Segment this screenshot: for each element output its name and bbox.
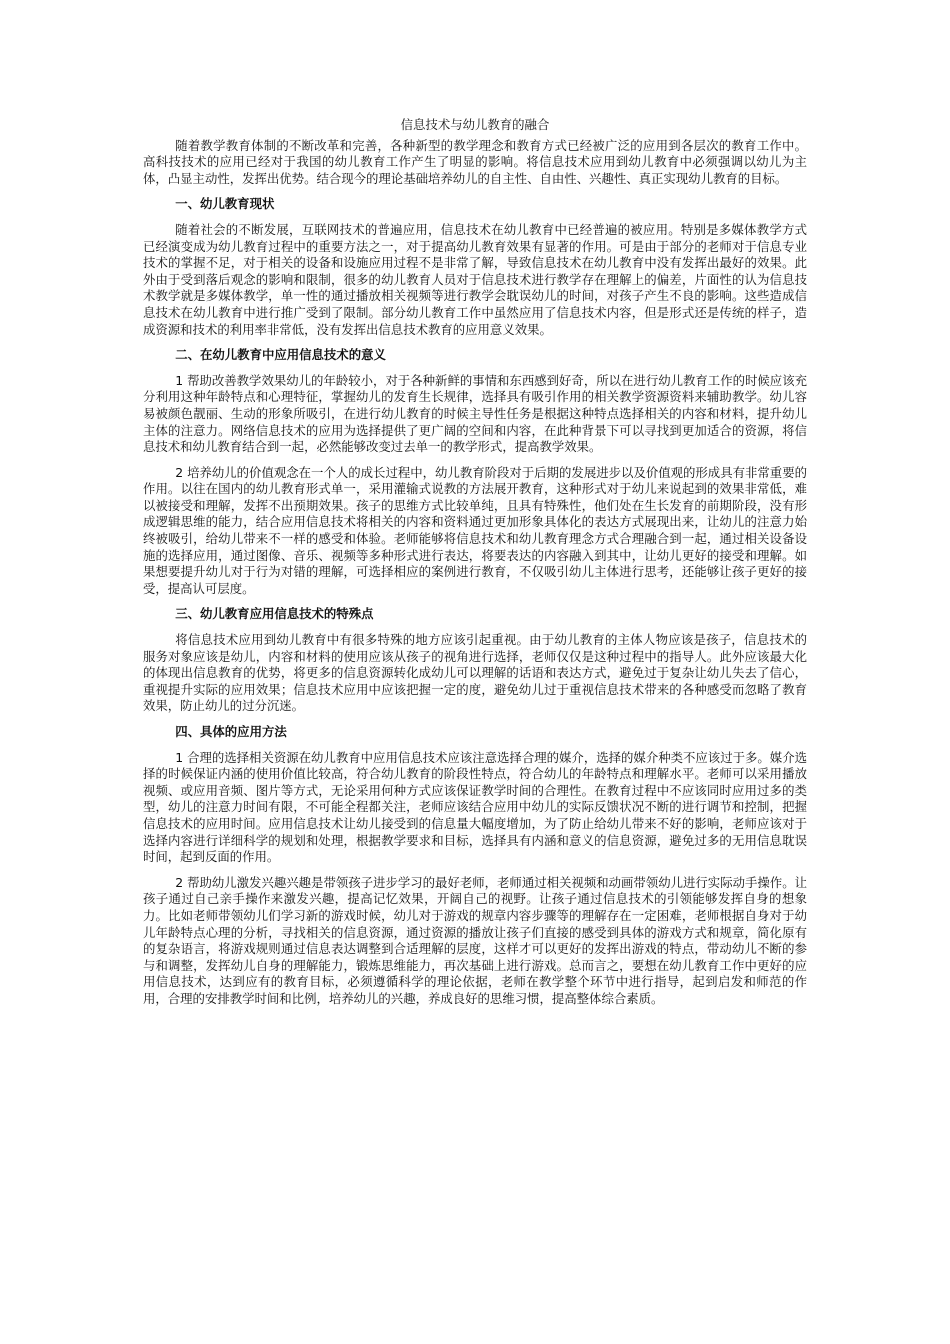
section-4-paragraph-2: 2 帮助幼儿激发兴趣兴趣是带领孩子进步学习的最好老师，老师通过相关视频和动画带领幼儿进行实际动手操作。让孩子通过自己亲手操作来激发兴趣，提高记忆效果，开阔自己的视野。让孩子通过信息技术的引领能够发挥自身的想象力。比如老师带领幼儿们学习新的游戏时候，幼儿对于游戏的规章内容步骤等的理解存在一定困难，老师根据自身对于幼儿年龄特点心理的分析，寻找相关的信息资源，通过资源的播放让孩子们直接的感受到具体的游戏方式和规章，简化原有的复杂语言，将游戏规则通过信息表达调整到合适理解的层度，这样才可以更好的发挥出游戏的特点，带动幼儿不断的参与和调整，发挥幼儿自身的理解能力，锻炼思维能力，再次基础上进行游戏。总而言之，要想在幼儿教育工作中更好的应用信息技术，达到应有的教育目标，必须遵循科学的理论依据，老师在教学整个环节中进行指导，起到启发和师范的作用，合理的安排教学时间和比例，培养幼儿的兴趣，养成良好的思维习惯，提高整体综合素质。 <box>143 874 807 1006</box>
section-2-paragraph-1: 1 帮助改善教学效果幼儿的年龄较小，对于各种新鲜的事情和东西感到好奇，所以在进行幼儿教育工作的时候应该充分利用这种年龄特点和心理特征，掌握幼儿的发育生长规律，选择具有吸引作用的相关教学资源资料来辅助教学。幼儿容易被颜色靓丽、生动的形象所吸引，在进行幼儿教育的时候主导性任务是根据这种特点选择相关的内容和材料，提升幼儿主体的注意力。网络信息技术的应用为选择提供了更广阔的空间和内容，在此种背景下可以寻找到更加适合的资源，将信息技术和幼儿教育结合到一起，必然能够改变过去单一的教学形式，提高教学效果。 <box>143 372 807 455</box>
section-heading-2: 二、在幼儿教育中应用信息技术的意义 <box>175 347 386 363</box>
section-heading-1: 一、幼儿教育现状 <box>175 196 275 212</box>
document-page <box>143 117 807 1017</box>
section-heading-4: 四、具体的应用方法 <box>175 724 287 739</box>
section-2-paragraph-2: 2 培养幼儿的价值观念在一个人的成长过程中，幼儿教育阶段对于后期的发展进步以及价值观的形成具有非常重要的作用。以往在国内的幼儿教育形式单一，采用灌输式说教的方法展开教育，这种形式对于幼儿来说起到的效果非常低，难以被接受和理解，发挥不出预期效果。孩子的思维方式比较单纯，且具有特殊性，他们处在生长发育的前期阶段，没有形成逻辑思维的能力，结合应用信息技术将相关的内容和资料通过更加形象具体化的表达方式展现出来，让幼儿的注意力始终被吸引，给幼儿带来不一样的感受和体验。老师能够将信息技术和幼儿教育理念方式合理融合到一起，通过相关设备设施的选择应用，通过图像、音乐、视频等多种形式进行表达，将要表达的内容融入到其中，让幼儿更好的接受和理解。如果想要提升幼儿对于行为对错的理解，可选择相应的案例进行教育，不仅吸引幼儿主体进行思考，还能够让孩子更好的接受，提高认可层度。 <box>143 464 807 596</box>
document-title: 信息技术与幼儿教育的融合 <box>400 117 550 132</box>
section-3-paragraph-1: 将信息技术应用到幼儿教育中有很多特殊的地方应该引起重视。由于幼儿教育的主体人物应该是孩子，信息技术的服务对象应该是幼儿，内容和材料的使用应该从孩子的视角进行选择，老师仅仅是这种过程中的指导人。此外应该最大化的体现出信息教育的优势，将更多的信息资源转化成幼儿可以理解的话语和表达方式，避免过于复杂让幼儿失去了信心，重视提升实际的应用效果；信息技术应用中应该把握一定的度，避免幼儿过于重视信息技术带来的各种感受而忽略了教育效果，防止幼儿的过分沉迷。 <box>143 632 807 714</box>
section-4-paragraph-1: 1 合理的选择相关资源在幼儿教育中应用信息技术应该注意选择合理的媒介，选择的媒介种类不应该过于多。媒介选择的时候保证内涵的使用价值比较高，符合幼儿教育的阶段性特点，符合幼儿的年龄特点和理解水平。老师可以采用播放视频、或应用音频、图片等方式，无论采用何种方式应该保证教学时间的合理性。在教育过程中不应该同时应用过多的类型，幼儿的注意力时间有限，不可能全程都关注，老师应该结合应用中幼儿的实际反馈状况不断的进行调节和控制，把握信息技术的应用时间。应用信息技术让幼儿接受到的信息量大幅度增加，为了防止给幼儿带来不好的影响，老师应该对于选择内容进行详细科学的规划和处理，根据教学要求和目标，选择具有内涵和意义的信息资源，避免过多的无用信息耽误时间，起到反面的作用。 <box>143 749 807 865</box>
intro-paragraph: 随着教学教育体制的不断改革和完善，各种新型的教学理念和教育方式已经被广泛的应用到各层次的教育工作中。高科技技术的应用已经对于我国的幼儿教育工作产生了明显的影响。将信息技术应用到幼儿教育中必须强调以幼儿为主体，凸显主动性，发挥出优势。结合现今的理论基础培养幼儿的自主性、自由性、兴趣性、真正实现幼儿教育的目标。 <box>143 137 807 186</box>
section-1-paragraph-1: 随着社会的不断发展，互联网技术的普遍应用，信息技术在幼儿教育中已经普遍的被应用。特别是多媒体教学方式已经演变成为幼儿教育过程中的重要方法之一，对于提高幼儿教育效果有显著的作用。可是由于部分的老师对于信息专业技术的掌握不足，对于相关的设备和设施应用过程不是非常了解，导致信息技术在幼儿教育中没有发挥出最好的效果。此外由于受到落后观念的影响和限制，很多的幼儿教育人员对于信息技术进行教学存在理解上的偏差，片面性的认为信息技术教学就是多媒体教学，单一性的通过播放相关视频等进行教学会耽误幼儿的时间，对孩子产生不良的影响。这些造成信息技术在幼儿教育中进行推广受到了限制。部分幼儿教育工作中虽然应用了信息技术内容，但是形式还是传统的样子，造成资源和技术的利用率非常低，没有发挥出信息技术教育的应用意义效果。 <box>143 221 807 337</box>
section-heading-3: 三、幼儿教育应用信息技术的特殊点 <box>175 606 374 622</box>
